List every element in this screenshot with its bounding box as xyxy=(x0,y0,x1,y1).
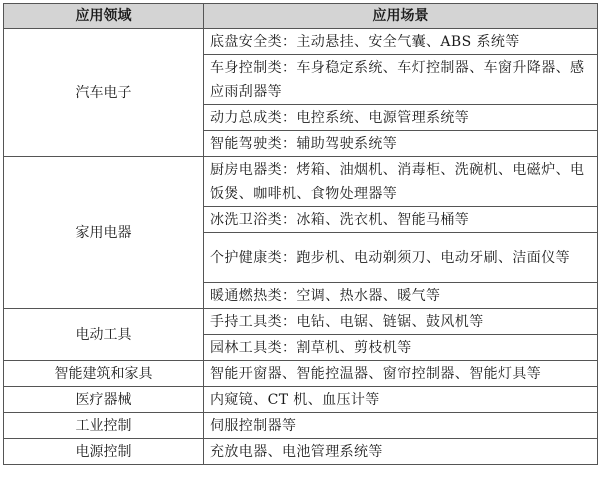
scene-cell: 智能驾驶类：辅助驾驶系统等 xyxy=(204,131,598,157)
header-scene: 应用场景 xyxy=(204,4,598,29)
domain-cell-smart-building: 智能建筑和家具 xyxy=(4,361,204,387)
scene-cell: 个护健康类：跑步机、电动剃须刀、电动牙刷、洁面仪等 xyxy=(204,233,598,283)
domain-cell-medical: 医疗器械 xyxy=(4,387,204,413)
domain-cell-power-tools: 电动工具 xyxy=(4,309,204,361)
scene-cell: 充放电器、电池管理系统等 xyxy=(204,439,598,465)
scene-cell: 底盘安全类：主动悬挂、安全气囊、ABS 系统等 xyxy=(204,29,598,55)
domain-cell-industrial-control: 工业控制 xyxy=(4,413,204,439)
domain-cell-automotive: 汽车电子 xyxy=(4,29,204,157)
scene-cell: 车身控制类：车身稳定系统、车灯控制器、车窗升降器、感应雨刮器等 xyxy=(204,55,598,105)
domain-cell-home-appliances: 家用电器 xyxy=(4,157,204,309)
scene-cell: 厨房电器类：烤箱、油烟机、消毒柜、洗碗机、电磁炉、电饭煲、咖啡机、食物处理器等 xyxy=(204,157,598,207)
table-row xyxy=(4,439,598,465)
scene-cell: 动力总成类：电控系统、电源管理系统等 xyxy=(204,105,598,131)
scene-cell: 手持工具类：电钻、电锯、链锯、鼓风机等 xyxy=(204,309,598,335)
table-row xyxy=(4,413,598,439)
application-table xyxy=(3,3,598,465)
table-row xyxy=(4,157,598,207)
scene-cell: 内窥镜、CT 机、血压计等 xyxy=(204,387,598,413)
header-domain: 应用领域 xyxy=(4,4,204,29)
scene-cell: 伺服控制器等 xyxy=(204,413,598,439)
domain-cell-power-control: 电源控制 xyxy=(4,439,204,465)
table-row xyxy=(4,29,598,55)
scene-cell: 园林工具类：割草机、剪枝机等 xyxy=(204,335,598,361)
scene-cell: 冰洗卫浴类：冰箱、洗衣机、智能马桶等 xyxy=(204,207,598,233)
header-row xyxy=(4,4,598,29)
table-row xyxy=(4,387,598,413)
scene-cell: 暖通燃热类：空调、热水器、暖气等 xyxy=(204,283,598,309)
table-row xyxy=(4,361,598,387)
application-table-frame xyxy=(3,3,597,465)
table-row xyxy=(4,309,598,335)
scene-cell: 智能开窗器、智能控温器、窗帘控制器、智能灯具等 xyxy=(204,361,598,387)
